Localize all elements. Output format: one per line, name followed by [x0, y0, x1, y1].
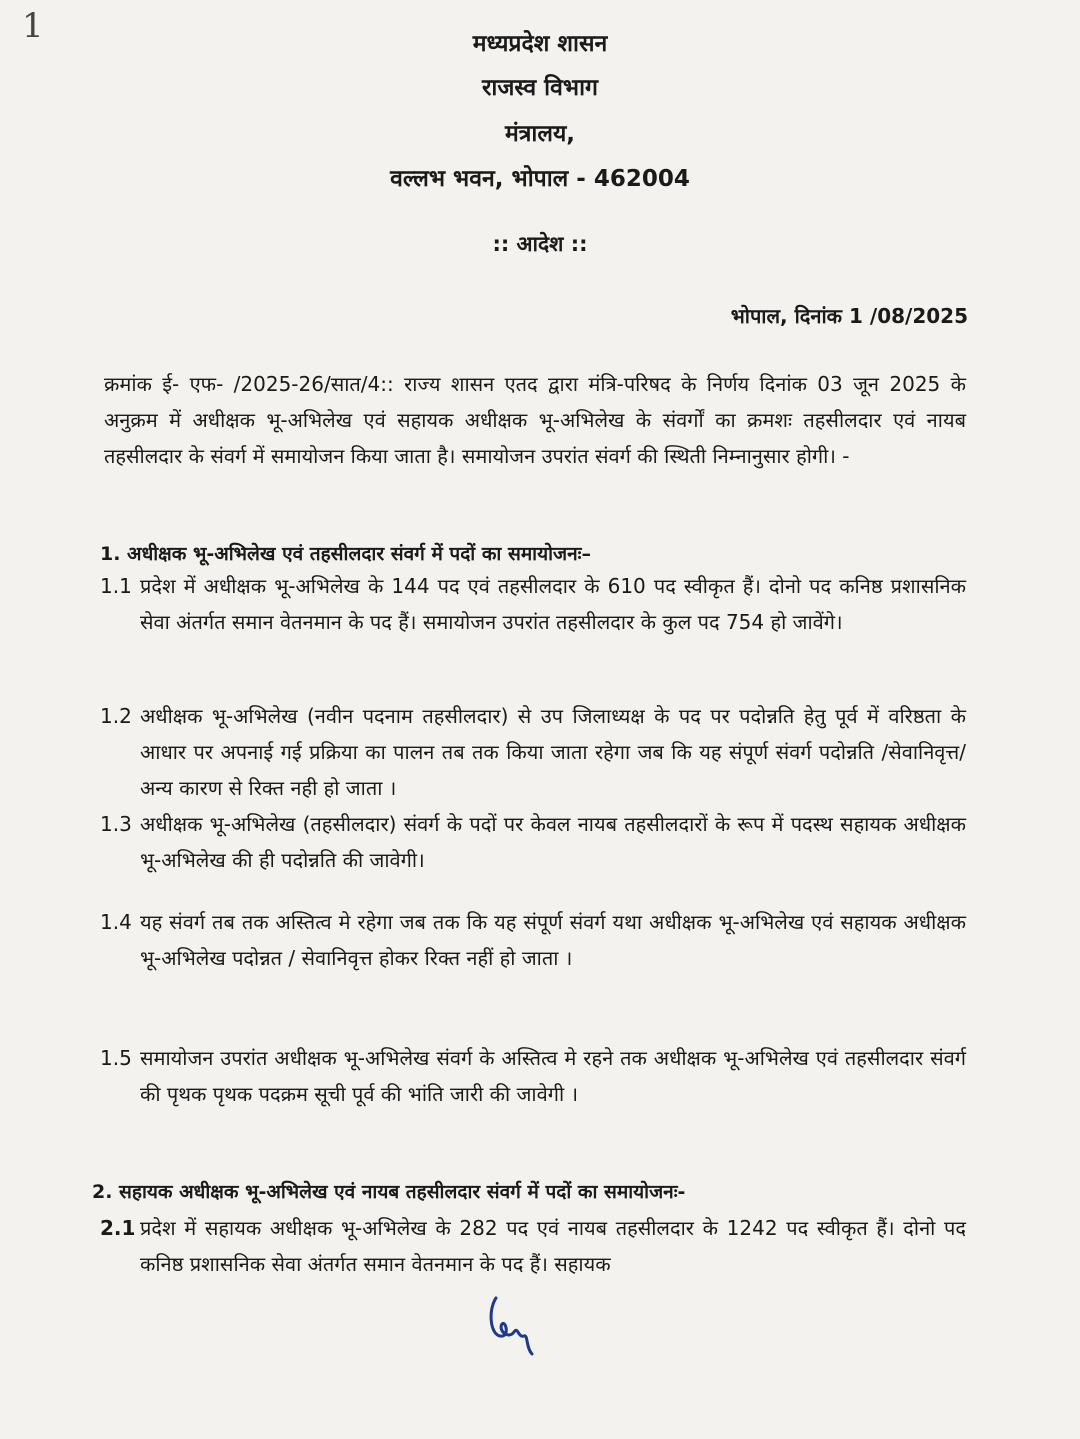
header-department: राजस्व विभाग	[482, 75, 598, 101]
dateline: भोपाल, दिनांक 1 /08/2025	[730, 304, 968, 328]
item-text: अधीक्षक भू-अभिलेख (नवीन पदनाम तहसीलदार) से उप जिलाध्यक्ष के पद पर पदोन्नति हेतु पूर्व में वरिष्ठता के आधार पर अपनाई गई प्रक्रिया का पालन तब तक किया जाता रहेगा जब कि यह संपूर्ण संवर्ग पदोन्नति /सेवानिवृत्त/अन्य कारण से रिक्त नही हो जाता ।	[140, 704, 966, 800]
item-text: यह संवर्ग तब तक अस्तित्व मे रहेगा जब तक कि यह संपूर्ण संवर्ग यथा अधीक्षक भू-अभिलेख एवं सहायक अधीक्षक भू-अभिलेख पदोन्नत / सेवानिवृत्त होकर रिक्त नहीं हो जाता ।	[140, 910, 966, 970]
section2-heading: 2. सहायक अधीक्षक भू-अभिलेख एवं नायब तहसीलदार संवर्ग में पदों का समायोजनः-	[92, 1181, 686, 1203]
item-number: 1.4	[100, 910, 132, 934]
item-number: 1.1	[100, 574, 132, 598]
corner-mark: 1	[22, 6, 44, 46]
item-text: अधीक्षक भू-अभिलेख (तहसीलदार) संवर्ग के पदों पर केवल नायब तहसीलदारों के रूप में पदस्थ सहायक अधीक्षक भू-अभिलेख की ही पदोन्नति की जावेगी।	[140, 812, 966, 872]
order-title: :: आदेश ::	[492, 232, 588, 256]
list-item	[100, 698, 966, 806]
header-ministry: मंत्रालय,	[504, 121, 576, 147]
item-number: 1.3	[100, 812, 132, 836]
item-number: 1.5	[100, 1046, 132, 1070]
list-item	[100, 806, 966, 878]
intro-paragraph: क्रमांक ई- एफ- /2025-26/सात/4:: राज्य शासन एतद द्वारा मंत्रि-परिषद के निर्णय दिनांक 03 जून 2025 के अनुक्रम में अधीक्षक भू-अभिलेख एवं सहायक अधीक्षक भू-अभिलेख के संवर्गों का क्रमशः तहसीलदार एवं नायब तहसीलदार के संवर्ग में समायोजन किया जाता है। समायोजन उपरांत संवर्ग की स्थिती निम्नानुसार होगी। -	[104, 372, 966, 468]
item-number: 1.2	[100, 704, 132, 728]
signature-mark	[484, 1290, 544, 1360]
list-item	[100, 1210, 966, 1282]
item-number: 2.1	[100, 1216, 136, 1240]
item-text: समायोजन उपरांत अधीक्षक भू-अभिलेख संवर्ग के अस्तित्व मे रहने तक अधीक्षक भू-अभिलेख एवं तहसीलदार संवर्ग की पृथक पृथक पदक्रम सूची पूर्व की भांति जारी की जावेगी ।	[140, 1046, 966, 1106]
item-text: प्रदेश में अधीक्षक भू-अभिलेख के 144 पद एवं तहसीलदार के 610 पद स्वीकृत हैं। दोनो पद कनिष्ठ प्रशासनिक सेवा अंतर्गत समान वेतनमान के पद हैं। समायोजन उपरांत तहसीलदार के कुल पद 754 हो जावेंगे।	[140, 574, 966, 634]
list-item	[100, 904, 966, 976]
section1-heading: 1. अधीक्षक भू-अभिलेख एवं तहसीलदार संवर्ग में पदों का समायोजनः–	[100, 543, 592, 565]
list-item	[100, 568, 966, 640]
header-government: मध्यप्रदेश शासन	[472, 31, 608, 57]
item-text: प्रदेश में सहायक अधीक्षक भू-अभिलेख के 282 पद एवं नायब तहसीलदार के 1242 पद स्वीकृत हैं। दोनो पद कनिष्ठ प्रशासनिक सेवा अंतर्गत समान वेतनमान के पद हैं। सहायक	[140, 1216, 966, 1276]
header-address: वल्लभ भवन, भोपाल - 462004	[390, 166, 690, 192]
list-item	[100, 1040, 966, 1112]
